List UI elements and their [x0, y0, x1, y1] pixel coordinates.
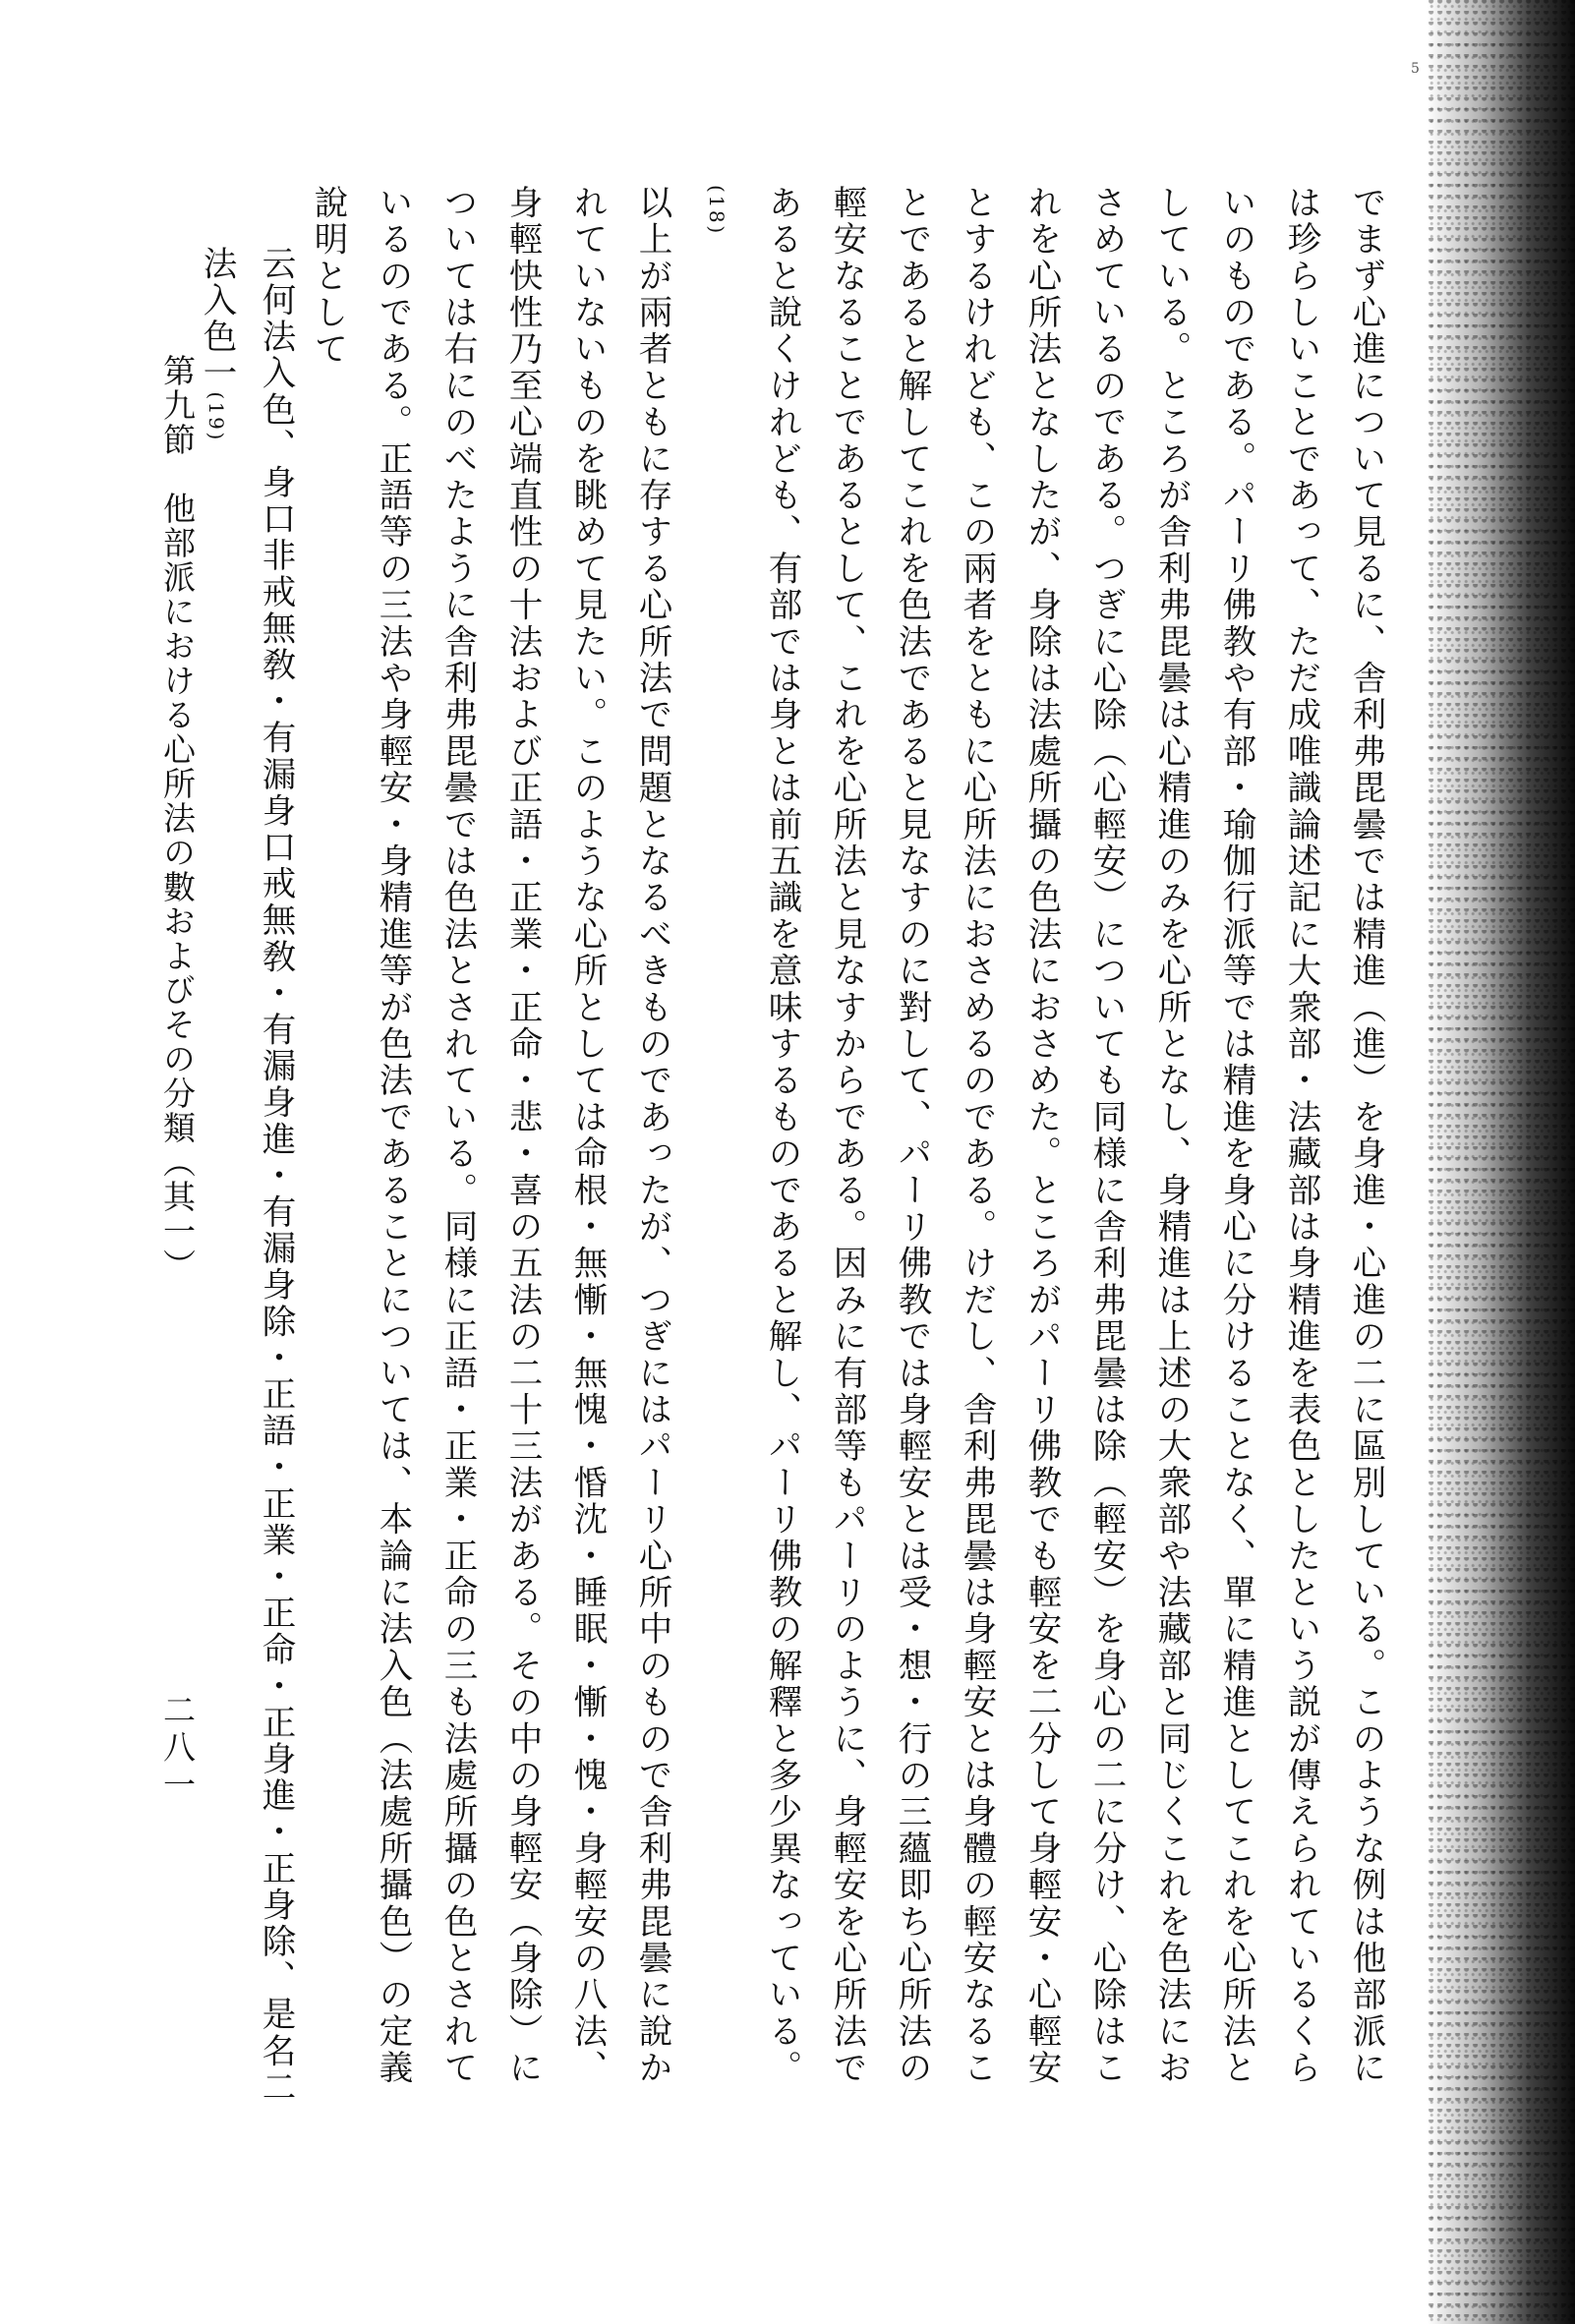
block-quote [197, 246, 305, 2114]
body-text [120, 185, 1398, 2112]
paragraph-2: 以上が兩者ともに存する心所法で問題となるべきものであったが、つぎにはパーリ心所中のもので舎利弗毘曇に說かれていないものを眺めて見たい。このような心所としては命根・無慚・無愧・惛沈・睡眠・慚・愧・身輕安の八法、身輕快性乃至心端直性の十法および正語・正業・正命・悲・喜の五法の二十三法がある。その中の身輕安（身除）については右にのべたように舎利弗毘曇では色法とされている。同様に正語・正業・正命の三も法處所攝の色とされているのである。正語等の三法や身輕安・身精進等が色法であることについては、本論に法入色（法處所攝色）の定義說明として [308, 185, 671, 2087]
paragraph-1 [684, 185, 1398, 2112]
block-quote-text: 云何法入色、身口非戒無敎・有漏身口戒無敎・有漏身進・有漏身除・正語・正業・正命・正身進・正身除、是名二法入色一 [197, 246, 295, 2107]
scan-mark: 5 [1411, 61, 1420, 77]
page-number: 二八一 [158, 1693, 197, 1805]
running-head: 第九節 他部派における心所法の數およびその分類（其一） [158, 354, 197, 1283]
scan-shadow-edge [1428, 0, 1575, 2324]
footnote-ref-18: (18) [705, 185, 729, 236]
paragraph-1-text: でまず心進について見るに、舎利弗毘曇では精進（進）を身進・心進の二に區別している。このような例は他部派には珍らしいことであって、ただ成唯識論述記に大衆部・法藏部は身精進を表色としたという説が傳えられているくらいのものである。パーリ佛教や有部・瑜伽行派等では精進を身心に分けることなく、單に精進としてこれを心所法としている。ところが舎利弗毘曇は心精進のみを心所となし、身精進は上述の大衆部や法藏部と同じくこれを色法におさめているのである。つぎに心除（心輕安）についても同様に舎利弗毘曇は除（輕安）を身心の二に分け、心除はこれを心所法となしたが、身除は法處所攝の色法におさめた。ところがパーリ佛教でも輕安を二分して身輕安・心輕安とするけれども、この兩者をともに心所法におさめるのである。けだし、舎利弗毘曇は身輕安とは身體の輕安なることであると解してこれを色法であると見なすのに對して、パーリ佛教では身輕安とは受・想・行の三蘊即ち心所法の輕安なることであるとして、これを心所法と見なすからである。因みに有部等もパーリのように、身輕安を心所法であると說くけれども、有部では身とは前五識を意味するものであると解し、パーリ佛教の解釋と多少異なっている。 [762, 185, 1385, 2087]
footnote-ref-19: (19) [204, 391, 228, 442]
